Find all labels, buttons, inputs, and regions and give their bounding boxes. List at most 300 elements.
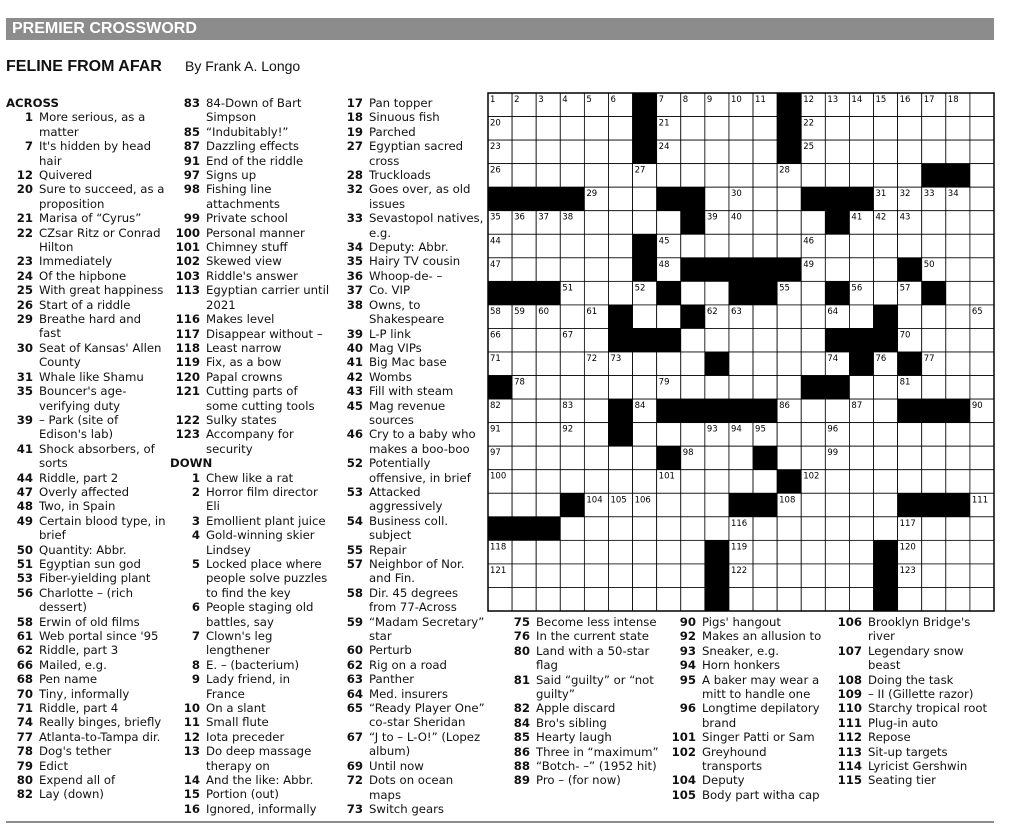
grid-cell[interactable] [946,564,970,588]
clue-item [336,485,486,514]
grid-cell[interactable] [946,140,970,164]
grid-cell[interactable] [946,446,970,470]
grid-cell[interactable] [753,211,777,235]
grid-cell[interactable] [874,493,898,517]
grid-cell[interactable] [946,281,970,305]
grid-cell[interactable] [753,517,777,541]
grid-block [874,587,898,611]
grid-cell[interactable] [488,493,512,517]
grid-cell[interactable] [633,540,657,564]
grid-cell[interactable] [777,517,801,541]
grid-cell[interactable] [536,352,560,376]
grid-cell[interactable] [801,493,825,517]
grid-cell[interactable] [681,470,705,494]
grid-cell[interactable] [584,376,608,400]
grid-cell[interactable] [633,517,657,541]
grid-cell[interactable] [922,376,946,400]
grid-cell[interactable] [849,564,873,588]
grid-cell[interactable] [874,164,898,188]
grid-cell[interactable] [970,234,994,258]
grid-cell[interactable] [922,234,946,258]
grid-cell[interactable] [705,187,729,211]
grid-cell[interactable] [657,587,681,611]
grid-cell[interactable] [512,140,536,164]
grid-cell[interactable] [777,587,801,611]
grid-cell[interactable] [512,423,536,447]
grid-cell[interactable] [729,376,753,400]
grid-cell[interactable] [874,423,898,447]
grid-cell[interactable] [970,564,994,588]
grid-cell[interactable] [946,211,970,235]
grid-cell[interactable] [536,587,560,611]
grid-cell[interactable] [705,446,729,470]
grid-cell[interactable] [681,140,705,164]
grid-cell[interactable] [849,376,873,400]
grid-cell[interactable] [633,564,657,588]
grid-cell[interactable] [922,470,946,494]
grid-cell[interactable] [512,328,536,352]
grid-cell[interactable] [946,376,970,400]
grid-cell[interactable] [584,211,608,235]
grid-cell[interactable] [922,517,946,541]
grid-cell[interactable] [608,446,632,470]
grid-cell[interactable] [849,140,873,164]
grid-cell[interactable] [970,470,994,494]
grid-cell[interactable] [584,258,608,282]
grid-cell[interactable] [633,470,657,494]
grid-cell[interactable] [849,258,873,282]
grid-cell[interactable] [584,140,608,164]
grid-cell[interactable] [898,587,922,611]
grid-cell[interactable] [970,117,994,141]
grid-cell[interactable] [922,211,946,235]
clue-item [170,327,330,341]
grid-cell[interactable] [825,564,849,588]
grid-cell[interactable] [801,564,825,588]
grid-cell[interactable] [729,234,753,258]
grid-cell[interactable] [608,470,632,494]
grid-cell[interactable] [753,117,777,141]
grid-cell[interactable] [512,564,536,588]
grid-block [922,493,946,517]
grid-cell[interactable] [801,328,825,352]
grid-cell[interactable] [753,470,777,494]
grid-cell[interactable] [729,140,753,164]
clue-text: Erwin of old films [39,614,140,629]
grid-cell[interactable] [608,564,632,588]
grid-cell[interactable] [512,234,536,258]
grid-cell[interactable] [681,540,705,564]
grid-cell[interactable] [560,587,584,611]
grid-cell[interactable] [946,234,970,258]
grid-cell[interactable] [874,376,898,400]
grid-cell[interactable] [536,470,560,494]
grid-cell[interactable] [705,328,729,352]
grid-cell[interactable] [536,164,560,188]
grid-cell[interactable] [970,140,994,164]
grid-cell[interactable] [608,258,632,282]
grid-cell[interactable] [922,117,946,141]
grid-cell[interactable] [512,164,536,188]
grid-cell[interactable] [970,281,994,305]
grid-cell[interactable] [560,446,584,470]
grid-cell[interactable] [584,164,608,188]
grid-cell[interactable] [946,540,970,564]
grid-cell[interactable] [681,517,705,541]
grid-cell[interactable] [584,564,608,588]
grid-cell[interactable] [584,281,608,305]
grid-cell[interactable] [633,352,657,376]
grid-cell[interactable] [922,587,946,611]
grid-cell[interactable] [536,117,560,141]
grid-cell[interactable] [608,187,632,211]
grid-cell[interactable] [512,446,536,470]
grid-cell[interactable] [584,234,608,258]
grid-cell[interactable] [681,117,705,141]
grid-cell[interactable] [825,140,849,164]
grid-cell[interactable] [801,540,825,564]
grid-cell[interactable] [584,517,608,541]
grid-cell[interactable] [560,352,584,376]
grid-cell[interactable] [874,281,898,305]
grid-cell[interactable] [705,281,729,305]
grid-cell[interactable] [512,117,536,141]
grid-cell[interactable] [753,140,777,164]
grid-cell[interactable] [946,352,970,376]
grid-cell[interactable] [825,117,849,141]
grid-cell[interactable] [970,376,994,400]
grid-cell[interactable] [657,564,681,588]
grid-cell[interactable] [560,140,584,164]
grid-cell[interactable] [705,140,729,164]
grid-cell[interactable] [898,164,922,188]
grid-cell[interactable] [536,328,560,352]
grid-cell[interactable] [922,446,946,470]
grid-cell[interactable] [608,211,632,235]
grid-cell[interactable] [560,470,584,494]
grid-cell[interactable] [874,234,898,258]
grid-cell[interactable] [777,328,801,352]
grid-cell[interactable] [801,281,825,305]
grid-cell[interactable] [874,258,898,282]
grid-cell[interactable] [608,376,632,400]
grid-cell[interactable] [825,399,849,423]
grid-cell[interactable] [946,470,970,494]
grid-cell[interactable] [825,164,849,188]
grid-cell[interactable] [874,399,898,423]
grid-cell[interactable] [681,423,705,447]
grid-cell[interactable] [777,211,801,235]
grid-cell[interactable] [560,258,584,282]
grid-cell[interactable] [970,328,994,352]
grid-cell[interactable] [584,587,608,611]
grid-cell[interactable] [922,305,946,329]
grid-cell[interactable] [801,399,825,423]
grid-cell[interactable] [584,117,608,141]
grid-cell[interactable] [560,234,584,258]
grid-cell[interactable] [512,258,536,282]
grid-cell[interactable] [898,117,922,141]
grid-cell[interactable] [753,234,777,258]
grid-cell[interactable] [657,211,681,235]
grid-cell[interactable] [874,517,898,541]
grid-cell[interactable] [849,234,873,258]
grid-cell[interactable] [512,399,536,423]
grid-cell[interactable] [633,446,657,470]
grid-block [946,493,970,517]
grid-block [657,399,681,423]
grid-cell[interactable] [801,423,825,447]
grid-cell[interactable] [801,305,825,329]
grid-cell[interactable] [898,470,922,494]
grid-cell[interactable] [898,140,922,164]
grid-cell[interactable] [512,587,536,611]
grid-cell[interactable] [536,446,560,470]
crossword-grid[interactable] [487,92,995,612]
grid-cell[interactable] [705,517,729,541]
grid-cell[interactable] [657,352,681,376]
grid-cell[interactable] [825,258,849,282]
grid-cell[interactable] [729,164,753,188]
grid-cell[interactable] [922,564,946,588]
grid-cell[interactable] [753,328,777,352]
grid-cell[interactable] [849,540,873,564]
grid-cell[interactable] [946,587,970,611]
grid-cell[interactable] [608,140,632,164]
grid-cell[interactable] [825,540,849,564]
grid-cell[interactable] [657,517,681,541]
grid-cell[interactable] [633,305,657,329]
grid-cell[interactable] [608,164,632,188]
grid-cell[interactable] [536,376,560,400]
grid-cell[interactable] [801,587,825,611]
grid-cell[interactable] [633,423,657,447]
grid-block [825,211,849,235]
grid-cell[interactable] [922,423,946,447]
grid-cell[interactable] [825,587,849,611]
grid-cell[interactable] [777,187,801,211]
grid-cell[interactable] [849,517,873,541]
grid-cell[interactable] [584,399,608,423]
grid-cell[interactable] [560,164,584,188]
grid-cell[interactable] [584,446,608,470]
grid-cell[interactable] [849,164,873,188]
grid-cell[interactable] [753,305,777,329]
grid-cell[interactable] [705,470,729,494]
grid-cell[interactable] [729,352,753,376]
grid-cell[interactable] [849,587,873,611]
grid-cell[interactable] [584,423,608,447]
grid-cell[interactable] [825,493,849,517]
grid-cell[interactable] [970,446,994,470]
grid-cell[interactable] [608,540,632,564]
grid-block [681,211,705,235]
grid-cell[interactable] [849,423,873,447]
grid-cell[interactable] [849,470,873,494]
grid-cell[interactable] [946,423,970,447]
grid-cell[interactable] [536,540,560,564]
grid-cell[interactable] [753,164,777,188]
grid-cell[interactable] [512,352,536,376]
grid-cell[interactable] [729,470,753,494]
grid-cell[interactable] [946,328,970,352]
grid-cell[interactable] [922,540,946,564]
grid-cell[interactable] [849,305,873,329]
grid-cell[interactable] [560,564,584,588]
grid-cell[interactable] [657,423,681,447]
grid-cell[interactable] [970,211,994,235]
grid-cell[interactable] [946,305,970,329]
grid-cell[interactable] [608,281,632,305]
grid-cell[interactable] [560,376,584,400]
grid-cell[interactable] [608,517,632,541]
grid-cell[interactable] [536,423,560,447]
grid-cell[interactable] [970,164,994,188]
grid-cell[interactable] [970,93,994,117]
grid-cell[interactable] [801,517,825,541]
grid-cell[interactable] [729,328,753,352]
grid-cell[interactable] [488,587,512,611]
grid-cell[interactable] [874,470,898,494]
grid-cell[interactable] [753,564,777,588]
grid-cell[interactable] [633,587,657,611]
grid-cell[interactable] [898,234,922,258]
clue-number: 95 [679,672,696,687]
grid-cell[interactable] [946,117,970,141]
grid-cell[interactable] [777,376,801,400]
grid-cell[interactable] [705,493,729,517]
grid-cell[interactable] [681,376,705,400]
grid-cell[interactable] [801,352,825,376]
grid-cell[interactable] [560,517,584,541]
grid-cell[interactable] [777,564,801,588]
grid-cell[interactable] [777,446,801,470]
grid-cell[interactable] [898,446,922,470]
grid-cell[interactable] [705,376,729,400]
grid-cell[interactable] [849,117,873,141]
grid-cell[interactable] [825,470,849,494]
grid-cell[interactable] [825,517,849,541]
grid-cell[interactable] [536,564,560,588]
grid-cell[interactable] [801,211,825,235]
grid-cell[interactable] [633,187,657,211]
clue-text: Singer Patti or Sam [702,730,815,745]
grid-cell[interactable] [801,446,825,470]
grid-block [705,564,729,588]
grid-cell[interactable] [753,352,777,376]
grid-block [777,140,801,164]
grid-cell[interactable] [874,140,898,164]
grid-cell[interactable] [777,352,801,376]
grid-cell[interactable] [633,376,657,400]
grid-cell[interactable] [681,281,705,305]
grid-cell[interactable] [970,423,994,447]
grid-cell[interactable] [681,328,705,352]
grid-cell[interactable] [536,140,560,164]
grid-cell[interactable] [705,234,729,258]
grid-cell[interactable] [970,540,994,564]
grid-cell[interactable] [657,540,681,564]
grid-cell[interactable] [584,540,608,564]
grid-cell[interactable] [801,164,825,188]
grid-cell[interactable] [825,234,849,258]
grid-cell[interactable] [657,493,681,517]
grid-cell[interactable] [753,540,777,564]
grid-block [753,258,777,282]
clue-text: Potentially offensive, in brief [369,456,471,485]
grid-cell[interactable] [608,587,632,611]
grid-cell[interactable] [849,446,873,470]
grid-cell[interactable] [608,234,632,258]
grid-cell[interactable] [657,164,681,188]
clue-text: Small flute [206,715,269,730]
grid-cell[interactable] [536,399,560,423]
grid-cell[interactable] [608,117,632,141]
grid-cell[interactable] [849,493,873,517]
clue-number: 49 [16,513,33,528]
grid-cell[interactable] [536,258,560,282]
grid-cell[interactable] [729,587,753,611]
grid-cell[interactable] [753,587,777,611]
grid-cell[interactable] [681,164,705,188]
grid-cell[interactable] [633,211,657,235]
grid-cell[interactable] [536,493,560,517]
grid-cell[interactable] [560,117,584,141]
grid-cell[interactable] [874,117,898,141]
grid-cell[interactable] [922,140,946,164]
grid-cell-number: 77 [923,354,935,364]
clue-text: Start of a riddle [39,297,131,312]
grid-cell[interactable] [970,258,994,282]
grid-cell[interactable] [777,305,801,329]
grid-cell[interactable] [657,305,681,329]
grid-cell[interactable] [729,117,753,141]
grid-cell[interactable] [970,587,994,611]
grid-cell[interactable] [681,493,705,517]
grid-cell[interactable] [560,540,584,564]
grid-cell[interactable] [584,328,608,352]
grid-cell[interactable] [898,305,922,329]
grid-cell[interactable] [777,423,801,447]
grid-cell[interactable] [512,540,536,564]
grid-cell[interactable] [705,164,729,188]
grid-cell[interactable] [970,517,994,541]
grid-cell[interactable] [946,517,970,541]
grid-cell[interactable] [777,540,801,564]
grid-cell[interactable] [681,587,705,611]
grid-cell[interactable] [874,446,898,470]
grid-cell[interactable] [753,376,777,400]
clue-number: 62 [16,643,33,658]
grid-cell[interactable] [922,328,946,352]
grid-cell[interactable] [970,352,994,376]
grid-cell[interactable] [970,187,994,211]
grid-cell[interactable] [777,234,801,258]
grid-cell[interactable] [512,470,536,494]
grid-cell[interactable] [512,493,536,517]
grid-cell[interactable] [681,234,705,258]
grid-cell[interactable] [946,258,970,282]
grid-cell[interactable] [681,564,705,588]
grid-cell[interactable] [898,423,922,447]
grid-cell[interactable] [560,305,584,329]
grid-cell[interactable] [753,187,777,211]
grid-cell[interactable] [681,352,705,376]
grid-cell[interactable] [729,446,753,470]
grid-cell[interactable] [536,234,560,258]
grid-cell[interactable] [705,117,729,141]
grid-cell[interactable] [584,470,608,494]
